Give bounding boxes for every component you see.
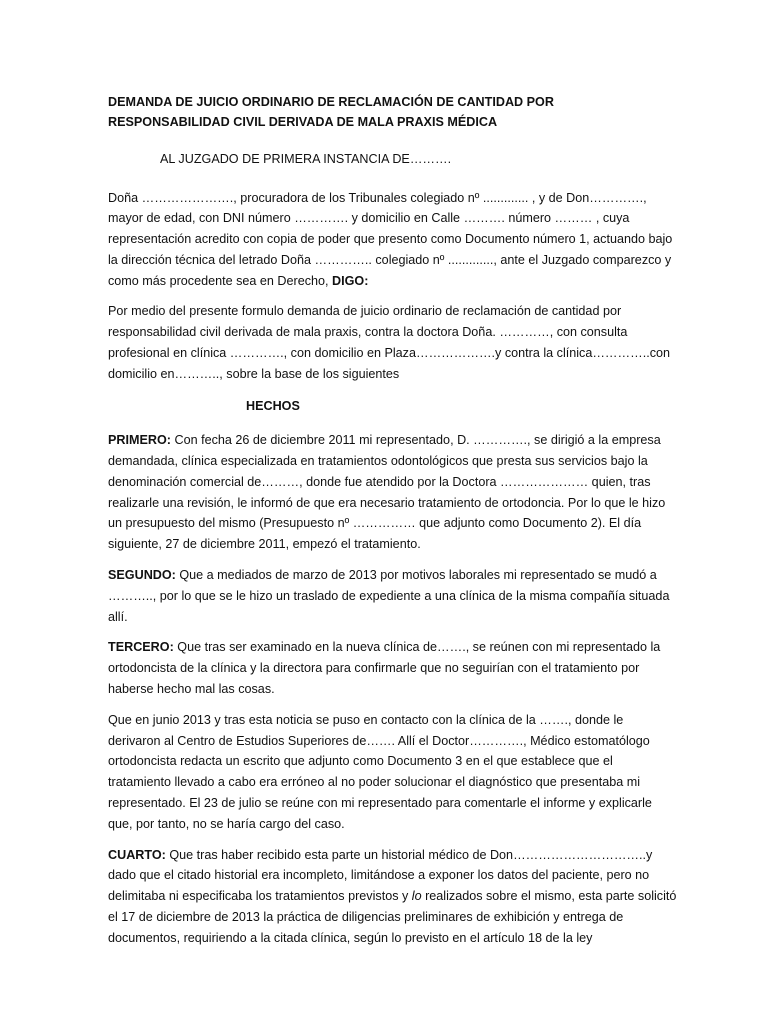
segundo-label: SEGUNDO: bbox=[108, 567, 176, 582]
primero-label: PRIMERO: bbox=[108, 433, 171, 448]
primero-text: Con fecha 26 de diciembre 2011 mi representado, D. …………., se dirigió a la empresa demandada, clínica especializada en tratamientos odontológicos que presta sus servicios bajo la denominación comercial de………, donde fue atendido por la Doctora ………………… quien, tras realizarle una revisión, le informó de que era necesario tratamiento de ortodoncia. Por lo que le hizo un presupuesto del mismo (Presupuesto nº …………… que adjunto como Documento 2). El día siguiente, 27 de diciembre 2011, empezó el tratamiento. bbox=[108, 433, 666, 552]
intro-digo: DIGO: bbox=[332, 273, 369, 288]
cuarto-label: CUARTO: bbox=[108, 847, 166, 862]
cuarto-italic: lo bbox=[411, 889, 422, 904]
segundo-paragraph bbox=[108, 565, 678, 627]
document-title: DEMANDA DE JUICIO ORDINARIO DE RECLAMACIÓN DE CANTIDAD POR RESPONSABILIDAD CIVIL DERIVADA DE MALA PRAXIS MÉDICA bbox=[108, 95, 554, 129]
hechos-heading: HECHOS bbox=[246, 398, 300, 413]
junio-paragraph: Que en junio 2013 y tras esta noticia se puso en contacto con la clínica de la ……., donde le derivaron al Centro de Estudios Superiores de……. Allí el Doctor…………., Médico estomatólogo ortodoncista redacta un escrito que adjunto como Documento 3 en el que establece que el tratamiento llevado a cabo era erróneo al no poder solucionar el diagnóstico que presentaba mi representado. El 23 de julio se reúne con mi representado para comentarle el informe y explicarle que, por tanto, no se haría cargo del caso. bbox=[108, 712, 652, 831]
document-page bbox=[108, 93, 678, 959]
cuarto-paragraph bbox=[108, 845, 678, 949]
intro-text: Doña …………………., procuradora de los Tribunales colegiado nº ............. , y de Don…………., mayor de edad, con DNI número …………. y domicilio en Calle ………. número ……… , cuya representación acredito con copia de poder que presento como Documento número 1, actuando bajo la dirección técnica del letrado Doña ………….. colegiado nº ............., ante el Juzgado comparezco y como más procedente sea en Derecho, bbox=[108, 190, 673, 288]
intro-paragraph bbox=[108, 188, 678, 292]
demand-paragraph: Por medio del presente formulo demanda de juicio ordinario de reclamación de cantidad por responsabilidad civil derivada de mala praxis, contra la doctora Doña. …………, con consulta profesional en clínica …………., con domicilio en Plaza……………….y contra la clínica…………..con domicilio en……….., sobre la base de los siguientes bbox=[108, 304, 671, 381]
court-addressee: AL JUZGADO DE PRIMERA INSTANCIA DE………. bbox=[160, 152, 452, 166]
cuarto-text-a: Que tras haber recibido esta parte un historial médico de Don…………………………..y dado que el citado historial era incompleto, limitándose a exponer los datos del paciente, pero no delimitaba ni especificaba los tratamientos previstos y bbox=[108, 847, 653, 904]
tercero-label: TERCERO: bbox=[108, 640, 174, 655]
cuarto-text-b: realizados sobre el mismo, esta parte solicitó el 17 de diciembre de 2013 la práctica de diligencias preliminares de exhibición y entrega de documentos, requiriendo a la citada clínica, según lo previsto en el artículo 18 de la ley bbox=[108, 889, 677, 945]
tercero-paragraph bbox=[108, 637, 678, 699]
primero-paragraph bbox=[108, 430, 678, 555]
tercero-text: Que tras ser examinado en la nueva clínica de……., se reúnen con mi representado la ortodoncista de la clínica y la directora para confirmarle que no seguirían con el tratamiento por haberse hecho mal las cosas. bbox=[108, 640, 661, 696]
segundo-text: Que a mediados de marzo de 2013 por motivos laborales mi representado se mudó a ……….., por lo que se le hizo un traslado de expediente a una clínica de la misma compañía situada allí. bbox=[108, 567, 670, 624]
